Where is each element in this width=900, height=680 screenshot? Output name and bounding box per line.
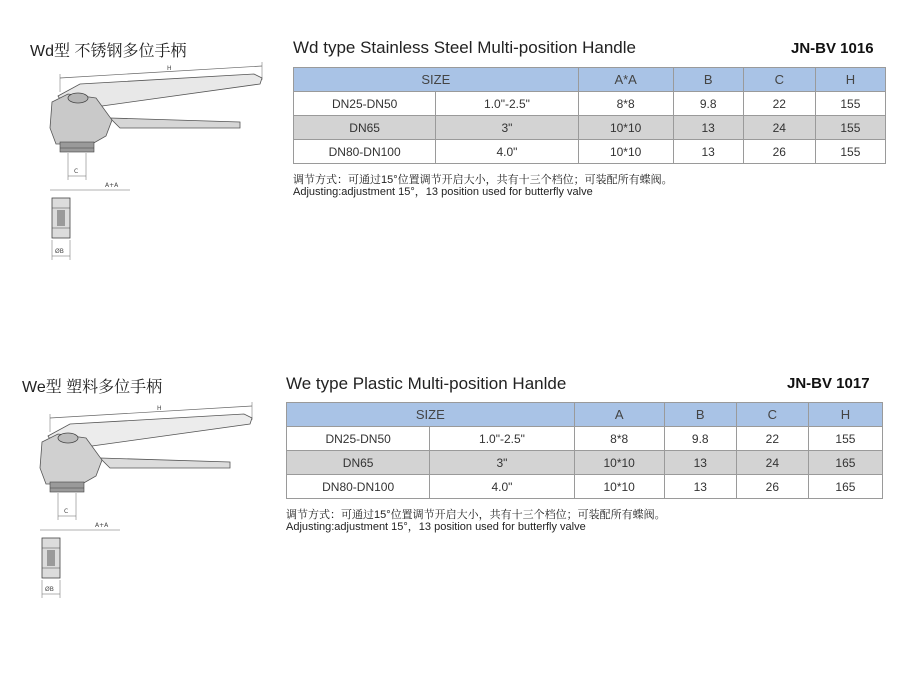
- cell-size-inch: 3": [430, 451, 574, 475]
- cell-a: 10*10: [578, 116, 673, 140]
- cell-size-dn: DN25-DN50: [294, 92, 436, 116]
- cell-a: 10*10: [574, 475, 664, 499]
- dim-label-h: H: [157, 405, 162, 412]
- product-en-title: Wd type Stainless Steel Multi-position Handle: [293, 38, 636, 57]
- dim-label-aa: A+A: [95, 522, 109, 529]
- spec-header-row: [287, 403, 883, 427]
- cell-c: 22: [736, 427, 808, 451]
- header-h: H: [815, 68, 885, 92]
- cell-c: 26: [736, 475, 808, 499]
- cell-size-dn: DN25-DN50: [287, 427, 430, 451]
- header-b: B: [664, 403, 736, 427]
- cell-c: 22: [743, 92, 815, 116]
- header-c: C: [736, 403, 808, 427]
- cell-a: 10*10: [574, 451, 664, 475]
- product-en-title: We type Plastic Multi-position Hanlde: [286, 374, 567, 393]
- cell-b: 13: [664, 451, 736, 475]
- header-a: A: [574, 403, 664, 427]
- cell-size-dn: DN80-DN100: [287, 475, 430, 499]
- cell-c: 24: [743, 116, 815, 140]
- spec-row: [294, 116, 886, 140]
- cell-h: 165: [808, 475, 882, 499]
- cell-a: 10*10: [578, 140, 673, 164]
- dim-label-b: ØB: [45, 586, 54, 593]
- cell-size-dn: DN65: [294, 116, 436, 140]
- header-a: A*A: [578, 68, 673, 92]
- cell-size-dn: DN65: [287, 451, 430, 475]
- cell-size-inch: 1.0"-2.5": [436, 92, 578, 116]
- spec-header-row: [294, 68, 886, 92]
- cell-c: 24: [736, 451, 808, 475]
- cell-h: 155: [815, 116, 885, 140]
- dim-label-b: ØB: [55, 248, 64, 255]
- product-cn-title: Wd型 不锈钢多位手柄: [30, 43, 187, 60]
- cell-size-inch: 1.0"-2.5": [430, 427, 574, 451]
- cell-b: 9.8: [673, 92, 743, 116]
- spec-row: [287, 475, 883, 499]
- cell-h: 155: [808, 427, 882, 451]
- cell-h: 165: [808, 451, 882, 475]
- dim-label-aa: A+A: [105, 182, 119, 189]
- header-size: SIZE: [294, 68, 579, 92]
- header-b: B: [673, 68, 743, 92]
- header-c: C: [743, 68, 815, 92]
- adjust-note-en: Adjusting:adjustment 15°，13 position used for butterfly valve: [293, 186, 593, 198]
- spec-table: [293, 67, 886, 164]
- cell-a: 8*8: [578, 92, 673, 116]
- dim-label-h: H: [167, 65, 172, 72]
- cell-a: 8*8: [574, 427, 664, 451]
- dim-label-c: C: [74, 168, 79, 175]
- spec-table: [286, 402, 883, 499]
- cell-b: 9.8: [664, 427, 736, 451]
- cell-size-inch: 3": [436, 116, 578, 140]
- cell-b: 13: [664, 475, 736, 499]
- handle-technical-drawing: [40, 58, 270, 268]
- cell-b: 13: [673, 116, 743, 140]
- adjust-note-cn: 调节方式：可通过15°位置调节开启大小，共有十三个档位；可装配所有蝶阀。: [293, 174, 673, 186]
- header-size: SIZE: [287, 403, 575, 427]
- spec-row: [287, 427, 883, 451]
- cell-size-dn: DN80-DN100: [294, 140, 436, 164]
- handle-technical-drawing: [30, 398, 260, 604]
- product-code: JN-BV 1017: [787, 375, 870, 392]
- dim-label-c: C: [64, 508, 69, 515]
- spec-row: [294, 140, 886, 164]
- cell-h: 155: [815, 140, 885, 164]
- adjust-note-cn: 调节方式：可通过15°位置调节开启大小，共有十三个档位；可装配所有蝶阀。: [286, 509, 666, 521]
- product-section-we: [0, 340, 900, 680]
- cell-size-inch: 4.0": [430, 475, 574, 499]
- cell-b: 13: [673, 140, 743, 164]
- product-code: JN-BV 1016: [791, 40, 874, 57]
- cell-size-inch: 4.0": [436, 140, 578, 164]
- spec-row: [287, 451, 883, 475]
- spec-row: [294, 92, 886, 116]
- adjust-note-en: Adjusting:adjustment 15°，13 position used for butterfly valve: [286, 521, 586, 533]
- product-cn-title: We型 塑料多位手柄: [22, 379, 163, 396]
- cell-h: 155: [815, 92, 885, 116]
- header-h: H: [808, 403, 882, 427]
- cell-c: 26: [743, 140, 815, 164]
